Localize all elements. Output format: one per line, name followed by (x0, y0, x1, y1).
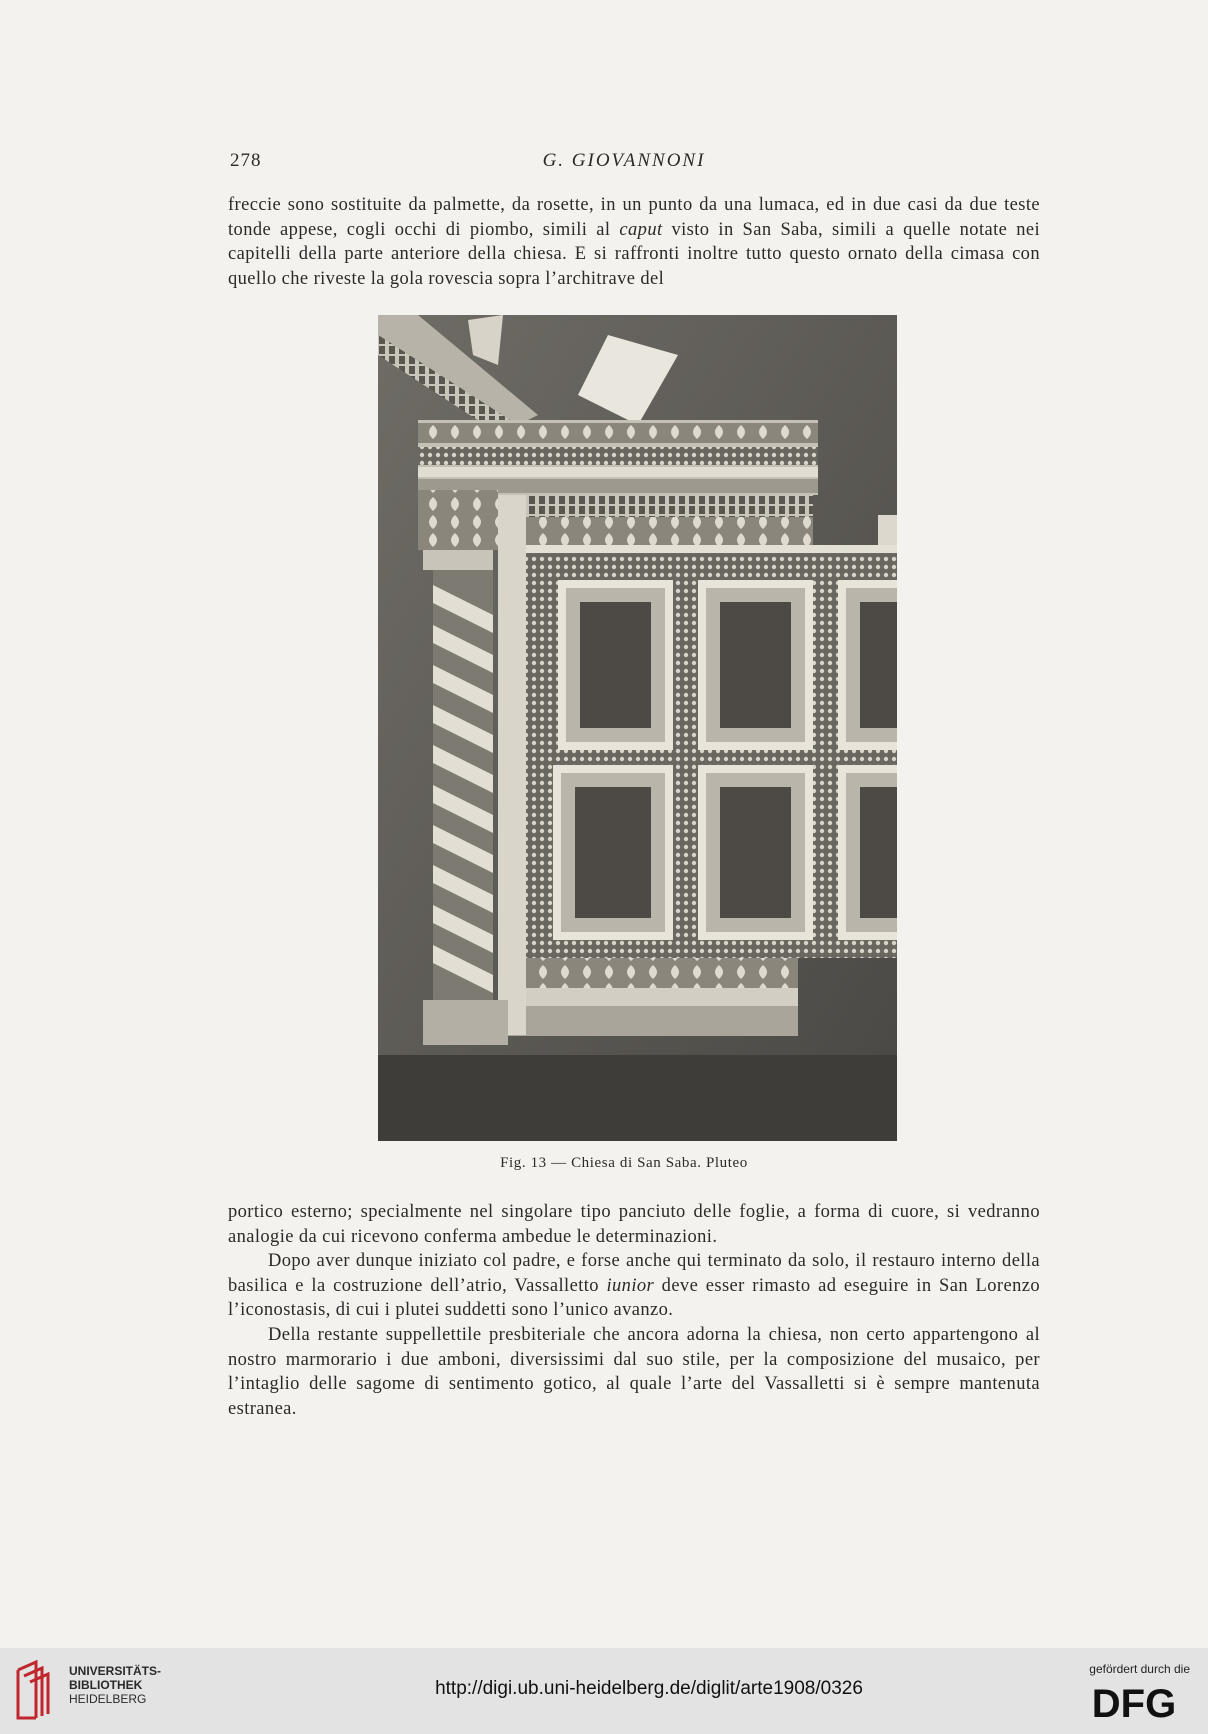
bottom-text (228, 1200, 1040, 1421)
italic-iunior: iunior (606, 1275, 655, 1296)
top-line-4: tutto questo ornato della cimasa con quello che riveste la gola rovescia sopra l’architrave del (228, 244, 1040, 289)
dfg-logo-icon (1078, 1682, 1190, 1722)
paragraph-1: portico esterno; specialmente nel singolare tipo panciuto delle foglie, a forma di cuore, si vedranno analogie da cui ricevono conferma ambedue le determinazioni. (228, 1202, 1040, 1247)
library-line-3: HEIDELBERG (69, 1692, 147, 1706)
paragraph-3: Della restante suppellettile presbiteriale che ancora adorna la chiesa, non certo appartengono al nostro marmorario i due amboni, diversissimi dal suo stile, per la composizione del musaico, per l’intaglio delle sagome di sentimento gotico, al quale l’arte del Vassalletti si è sempre mantenuta estranea. (228, 1324, 1040, 1419)
top-line-3: simili a quelle notate nei capitelli della parte anteriore della chiesa. E si raffronti inoltre (228, 219, 1041, 265)
paragraph-2a: Dopo aver dunque iniziato col padre, e forse anche qui terminato da solo, il restauro interno della basilica e la costruzione dell’atrio, Vassalletto (228, 1251, 1040, 1296)
top-line-2a: da due teste tonde appese, cogli occhi di piombo, simili al (228, 195, 1041, 240)
paragraph-2b: deve esser rimasto ad eseguire in San Lorenzo l’iconostasis, di cui i plutei suddetti sono l’unico avanzo. (228, 1275, 1040, 1321)
page-number: 278 (230, 150, 262, 171)
top-line-1: freccie sono sostituite da palmette, da rosette, in un punto da una lumaca, ed in due casi (228, 195, 938, 215)
italic-caput: caput (619, 219, 663, 240)
paragraph-2 (228, 1249, 1040, 1323)
permalink-url[interactable]: http://digi.ub.uni-heidelberg.de/diglit/arte1908/0326 (435, 1678, 863, 1699)
top-line-2b: visto in San Saba, (662, 219, 824, 240)
figure-caption: Fig. 13 — Chiesa di San Saba. Pluteo (500, 1155, 748, 1171)
running-head: G. GIOVANNONI (542, 150, 706, 171)
library-line-1: UNIVERSITÄTS- (69, 1664, 162, 1678)
funder-label: gefördert durch die (1089, 1662, 1190, 1676)
dfg-logo-text: DFG (1091, 1682, 1177, 1722)
top-paragraph (228, 193, 1040, 291)
figure-photo-pluteo (378, 315, 897, 1141)
library-line-2: BIBLIOTHEK (69, 1678, 143, 1692)
footer-bar (0, 1648, 1208, 1734)
